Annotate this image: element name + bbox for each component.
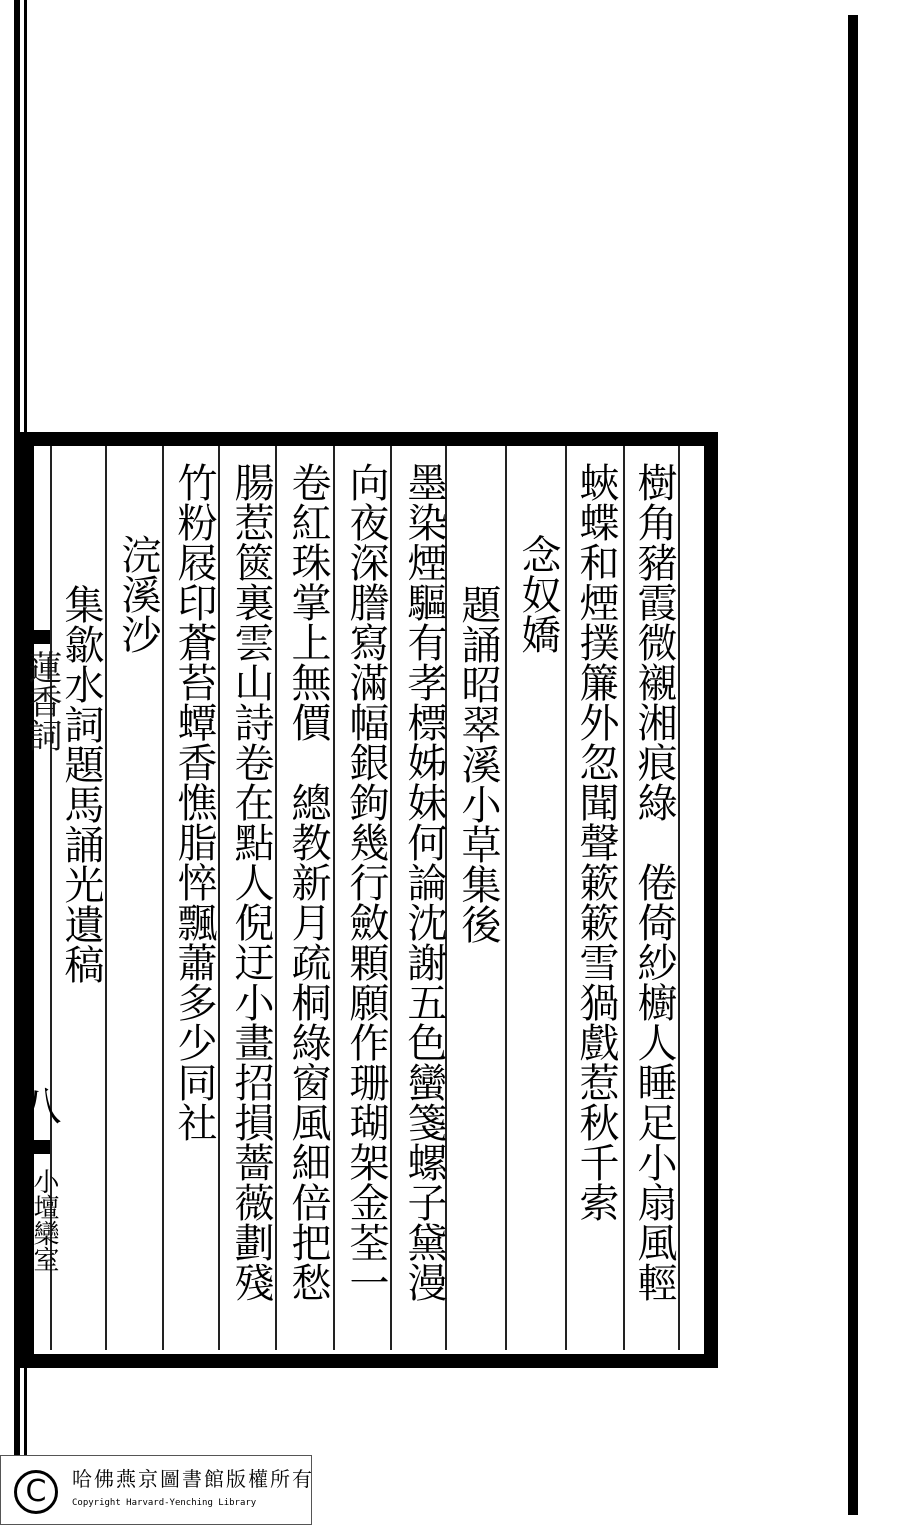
text-column-11-title: 集歙水詞題馬誦光遺稿 [58, 584, 104, 984]
right-edge-line [848, 15, 858, 1515]
text-column-3-title: 念奴嬌 [515, 534, 561, 654]
text-column-9: 竹粉屐印蒼苔蟫香憔脂悴飄蕭多少同社 [171, 462, 217, 1142]
text-column-2: 蛺蝶和煙撲簾外忽聞聲簌簌雪猧戲惹秋千索 [573, 462, 619, 1222]
text-column-6: 向夜深謄寫滿幅銀鉤幾行斂顆願作珊瑚架金荃一 [343, 462, 389, 1302]
studio-name: 小壇欒室 [29, 1168, 59, 1272]
copyright-english: Copyright Harvard-Yenching Library [72, 1498, 257, 1508]
fishtail-mark-lower [20, 1140, 50, 1154]
column-rule [565, 446, 567, 1350]
text-column-7: 卷紅珠掌上無價 總教新月疏桐綠窗風細倍把愁 [285, 462, 331, 1302]
column-rule [505, 446, 507, 1350]
text-column-8: 腸惹篋裏雲山詩卷在點人倪迂小畫招損薔薇劃殘 [228, 462, 274, 1302]
text-column-10-title: 浣溪沙 [115, 534, 161, 654]
page-number: 八 [15, 1085, 61, 1125]
text-column-4-title: 題誦昭翠溪小草集後 [455, 584, 501, 944]
column-rule [623, 446, 625, 1350]
text-column-5: 墨染煙驅有孝標姊妹何論沈謝五色蠻箋螺子黛漫 [401, 462, 447, 1302]
text-column-1: 樹角豬霞微襯湘痕綠 倦倚紗櫥人睡足小扇風輕 [631, 462, 677, 1302]
book-title-margin: 蓮香詞 [22, 650, 62, 752]
copyright-chinese: 哈佛燕京圖書館版權所有 [72, 1467, 314, 1491]
copyright-icon: C [14, 1470, 58, 1514]
fishtail-mark [20, 630, 50, 644]
